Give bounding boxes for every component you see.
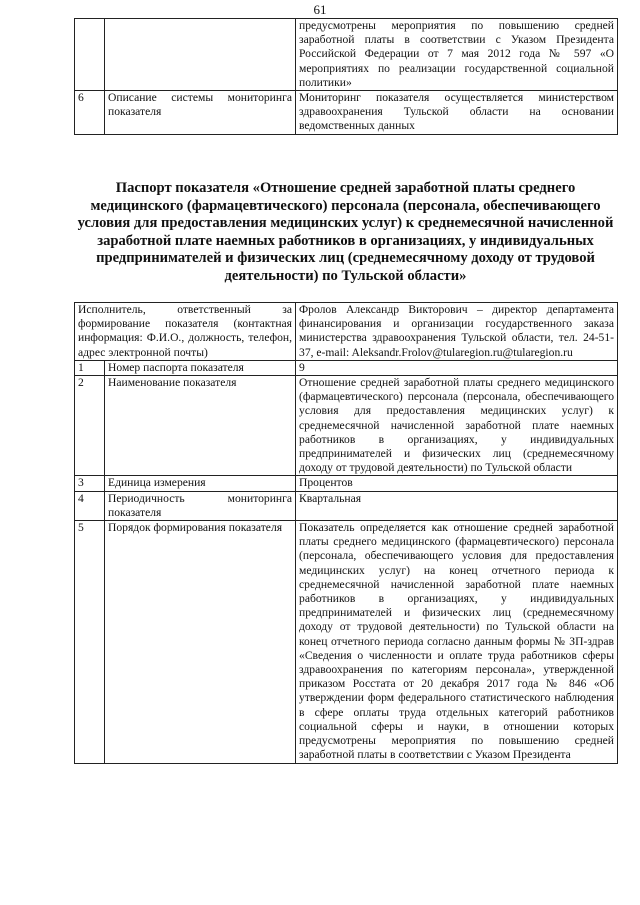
row-number: 6 [75, 91, 105, 135]
row-label: Наименование показателя [105, 376, 296, 476]
row-number: 3 [75, 476, 105, 491]
table-row [75, 19, 618, 91]
row-value: Мониторинг показателя осуществляется министерством здравоохранения Тульской области на основании ведомственных данных [296, 91, 618, 135]
passport-table [74, 302, 618, 764]
row-label: Номер паспорта показателя [105, 360, 296, 375]
page-number: 61 [313, 2, 327, 17]
row-label: Единица измерения [105, 476, 296, 491]
row-value: Показатель определяется как отношение средней заработной платы среднего медицинского (фармацевтического) персонала (персонала, обеспечивающего условия для предоставления медицинских услуг) на конец отчетного периода к среднемесячной начисленной заработной плате наемных работников в организациях, у индивидуальных предпринимателей и физических лиц (среднемесячному доходу от трудовой деятельности) по Тульской области на конец отчетного периода согласно данным формы № ЗП-здрав «Сведения о численности и оплате труда работников сферы здравоохранения по категориям персонала», утвержденной приказом Росстата от 20 декабря 2017 года № 846 «Об утверждении форм федерального статистического наблюдения в сфере оплаты труда отдельных категорий работников социальной сферы и науки, в отношении которых предусмотрены мероприятия по повышению средней заработной платы в соответствии с Указом Президента [296, 521, 618, 763]
row-value: 9 [296, 360, 618, 375]
table-row [75, 91, 618, 135]
row-label: Описание системы мониторинга показателя [105, 91, 296, 135]
row-value: Процентов [296, 476, 618, 491]
table-row [75, 521, 618, 763]
row-number: 2 [75, 376, 105, 476]
table-row [75, 376, 618, 476]
row-label: Порядок формирования показателя [105, 521, 296, 763]
row-value: предусмотрены мероприятия по повышению средней заработной платы в соответствии с Указом Президента Российской Федерации от 7 мая 2012 года № 597 «О мероприятиях по реализации государственной социальной политики» [296, 19, 618, 91]
row-number: 1 [75, 360, 105, 375]
passport-heading: Паспорт показателя «Отношение средней заработной платы среднего медицинского (фармацевтического) персонала (персонала, обеспечивающего условия для предоставления медицинских услуг) к среднемесячной начисленной заработной плате наемных работников в организациях, у индивидуальных предпринимателей и физических лиц (среднемесячному доходу от трудовой деятельности) по Тульской области» [77, 180, 614, 284]
row-label: Исполнитель, ответственный за формирование показателя (контактная информация: Ф.И.О., должность, телефон, адрес электронной почты) [75, 303, 296, 361]
table-row [75, 303, 618, 361]
table-row [75, 491, 618, 520]
row-label [105, 19, 296, 91]
table-row [75, 360, 618, 375]
row-value: Отношение средней заработной платы среднего медицинского (фармацевтического) персонала (персонала, обеспечивающего условия для предоставления медицинских услуг) к среднемесячной начисленной заработной плате наемных работников в организациях, у индивидуальных предпринимателей и физических лиц (среднемесячному доходу от трудовой деятельности) по Тульской области [296, 376, 618, 476]
continuation-table [74, 18, 618, 135]
row-number [75, 19, 105, 91]
table-row [75, 476, 618, 491]
row-value: Квартальная [296, 491, 618, 520]
row-number: 5 [75, 521, 105, 763]
row-number: 4 [75, 491, 105, 520]
row-label: Периодичность мониторинга показателя [105, 491, 296, 520]
row-value: Фролов Александр Викторович – директор департамента финансирования и организации государственного заказа министерства здравоохранения Тульской области, тел. 24-51-37, e-mail: Aleksandr.Frolov@tularegion.ru@tularegion.ru [296, 303, 618, 361]
